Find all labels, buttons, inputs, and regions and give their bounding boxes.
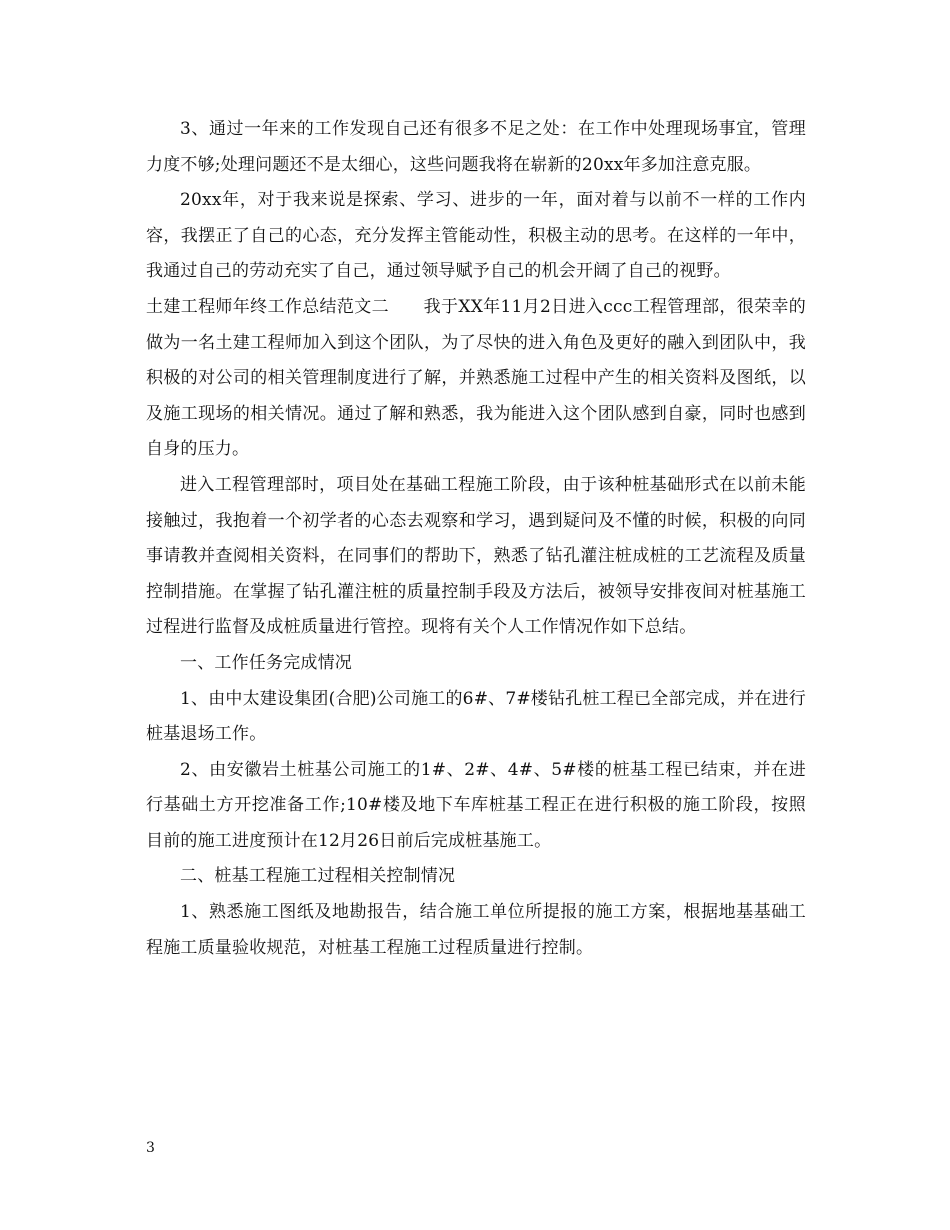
heading-task-completion: 一、工作任务完成情况 xyxy=(180,652,352,673)
document-body xyxy=(146,112,806,966)
paragraph-task-one: 1、由中太建设集团(合肥)公司施工的6#、7#楼钻孔桩工程已全部完成，并在进行桩基退场工作。 xyxy=(146,688,806,745)
paragraph-sample-two-intro: 土建工程师年终工作总结范文二 我于XX年11月2日进入ccc工程管理部，很荣幸的做为一名土建工程师加入到这个团队，为了尽快的进入角色及更好的融入到团队中，我积极的对公司的相关管理制度进行了解，并熟悉施工过程中产生的相关资料及图纸，以及施工现场的相关情况。通过了解和熟悉，我为能进入这个团队感到自豪，同时也感到自身的压力。 xyxy=(146,296,806,460)
paragraph-year-summary: 20xx年，对于我来说是探索、学习、进步的一年，面对着与以前不一样的工作内容，我摆正了自己的心态，充分发挥主管能动性，积极主动的思考。在这样的一年中，我通过自己的劳动充实了自己，通过领导赋予自己的机会开阔了自己的视野。 xyxy=(146,190,806,282)
paragraph-task-two: 2、由安徽岩土桩基公司施工的1#、2#、4#、5#楼的桩基工程已结束，并在进行基础土方开挖准备工作;10#楼及地下车库桩基工程正在进行积极的施工阶段，按照目前的施工进度预计在12月26日前后完成桩基施工。 xyxy=(146,759,806,851)
paragraph-control-one: 1、熟悉施工图纸及地勘报告，结合施工单位所提报的施工方案，根据地基基础工程施工质量验收规范，对桩基工程施工过程质量进行控制。 xyxy=(146,902,806,958)
page-number: 3 xyxy=(146,1140,155,1156)
heading-pile-control: 二、桩基工程施工过程相关控制情况 xyxy=(180,866,456,887)
paragraph-project-stage: 进入工程管理部时，项目处在基础工程施工阶段，由于该种桩基础形式在以前未能接触过，我抱着一个初学者的心态去观察和学习，遇到疑问及不懂的时候，积极的向同事请教并查阅相关资料，在同事们的帮助下，熟悉了钻孔灌注桩成桩的工艺流程及质量控制措施。在掌握了钻孔灌注桩的质量控制手段及方法后，被领导安排夜间对桩基施工过程进行监督及成桩质量进行管控。现将有关个人工作情况作如下总结。 xyxy=(146,474,806,638)
paragraph-shortcomings: 3、通过一年来的工作发现自己还有很多不足之处：在工作中处理现场事宜，管理力度不够;处理问题还不是太细心，这些问题我将在崭新的20xx年多加注意克服。 xyxy=(146,119,806,175)
